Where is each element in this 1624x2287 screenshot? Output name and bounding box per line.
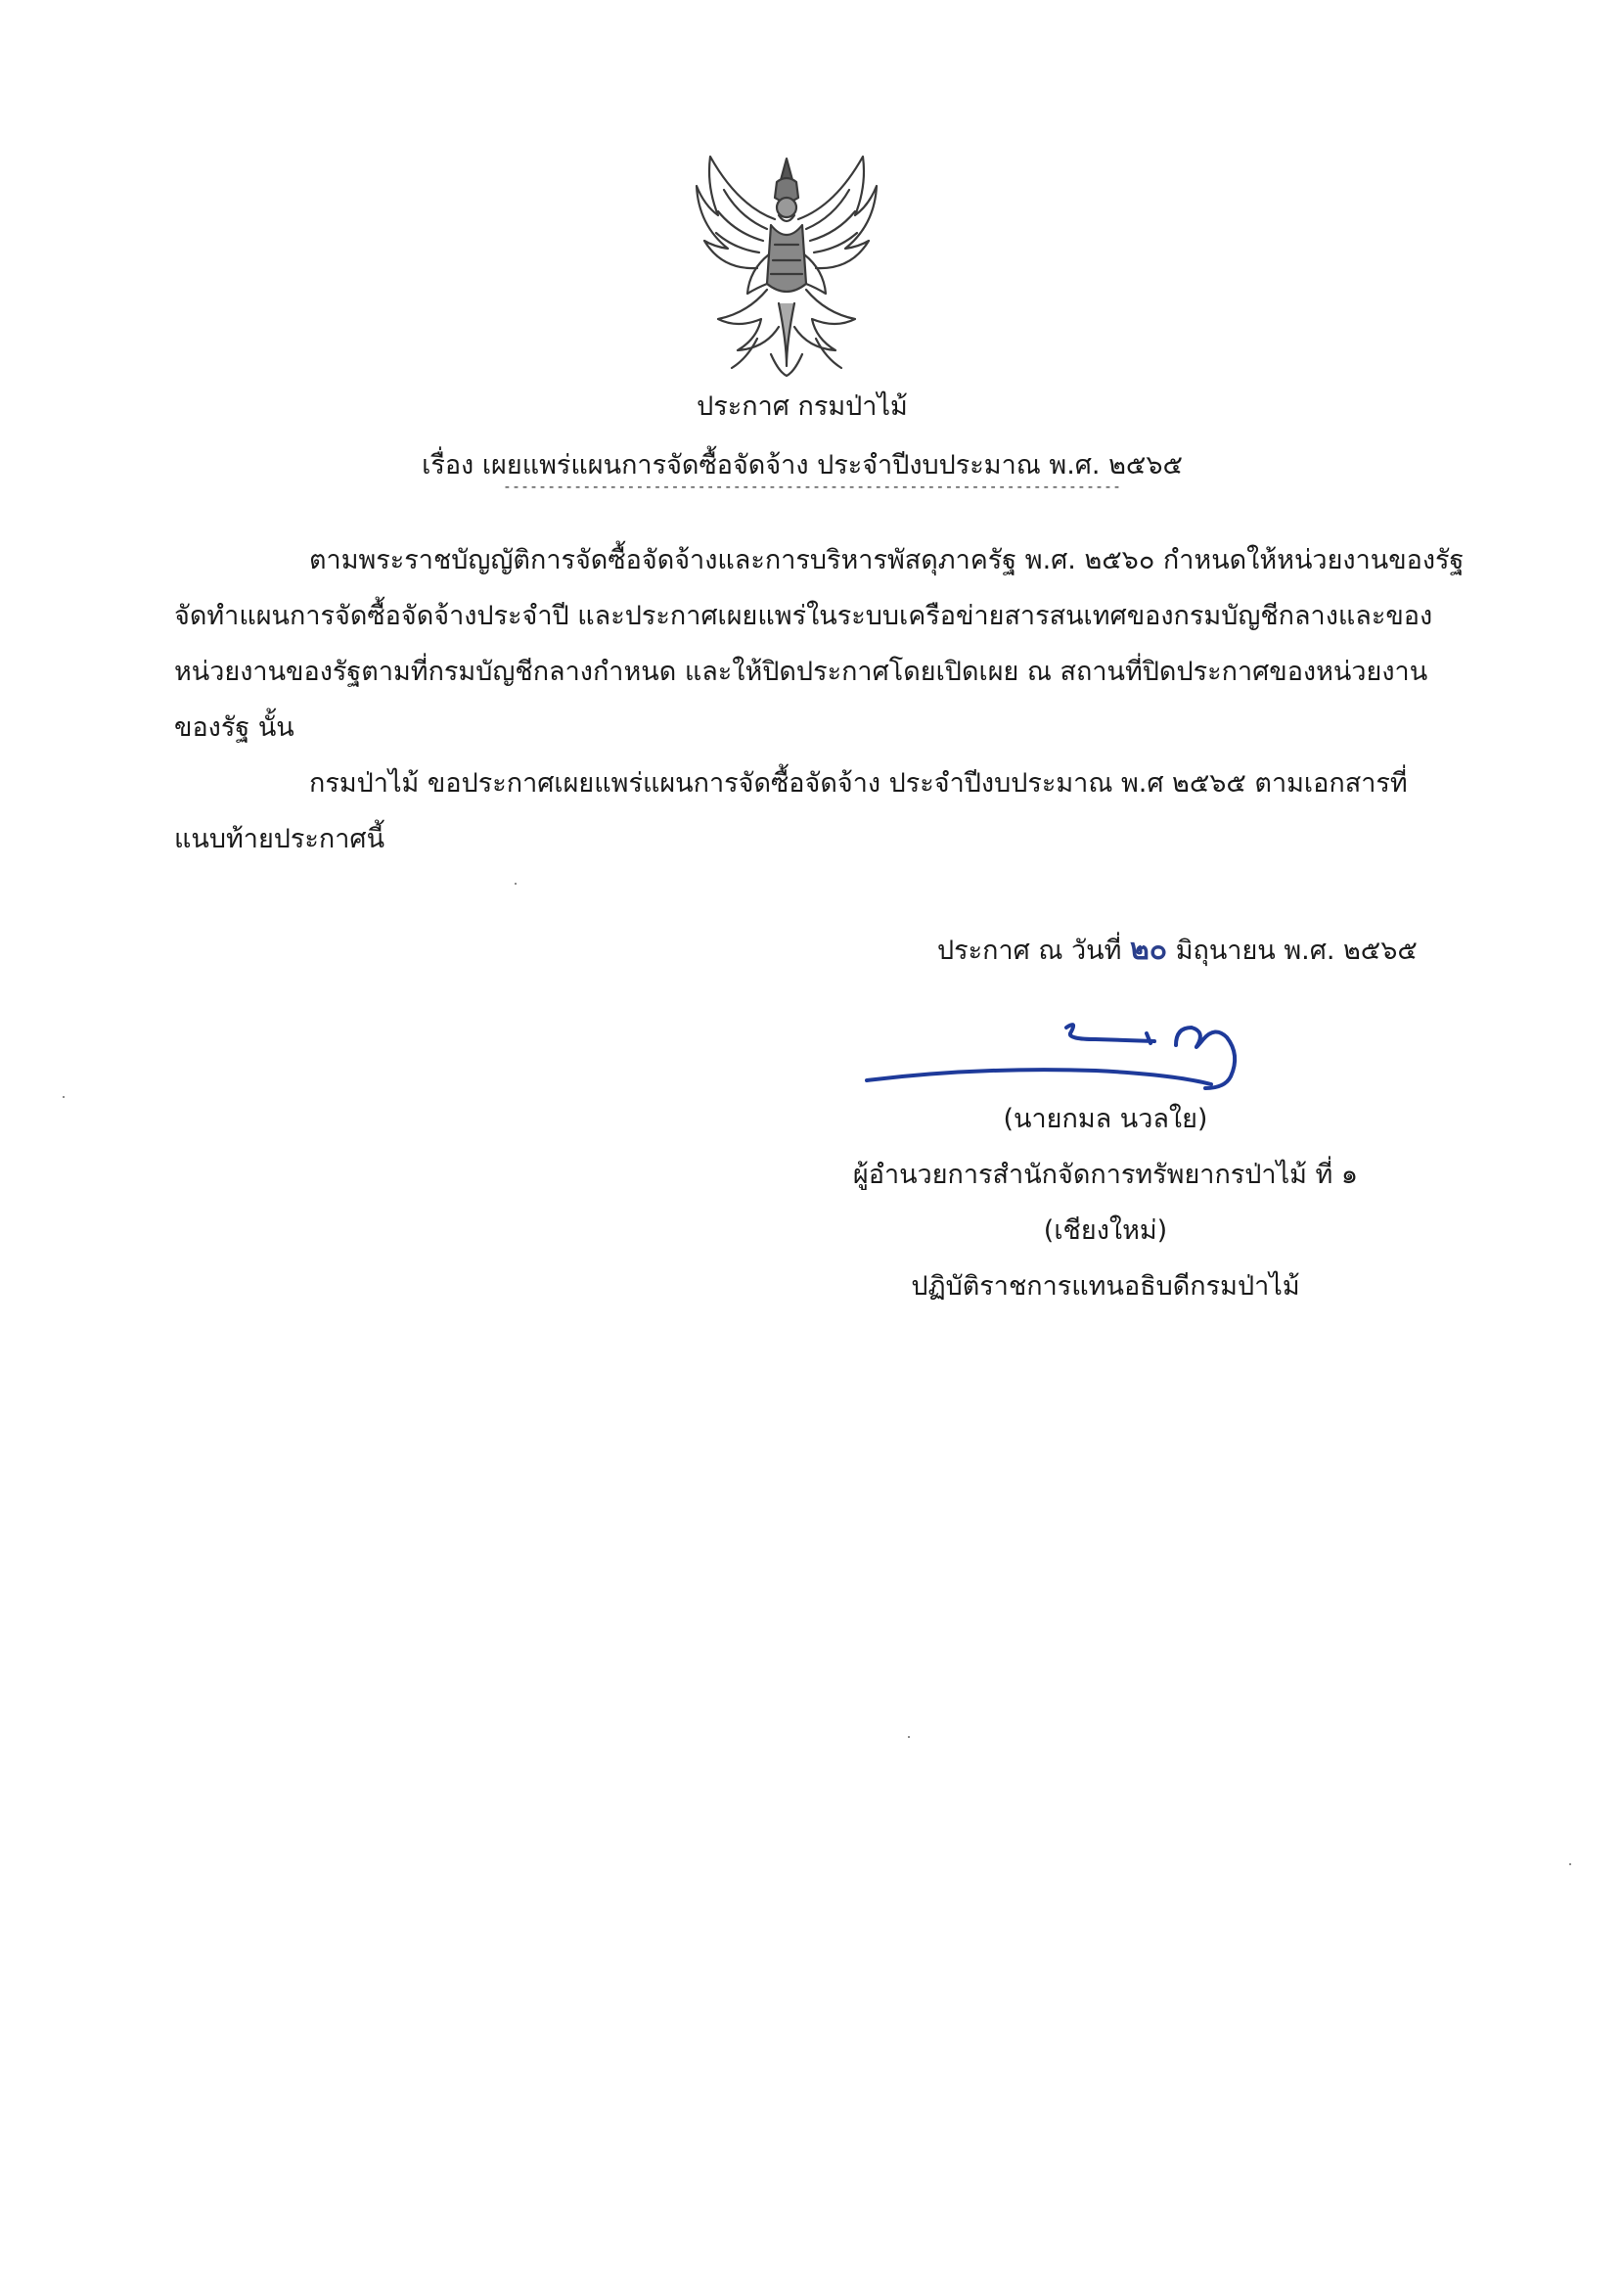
announcement-date (937, 933, 1418, 969)
announcement-title: ประกาศ กรมป่าไม้ (697, 391, 908, 422)
title-separator: ---------------------------------------------------------------------- (502, 478, 1122, 495)
body-paragraph-2-line: กรมป่าไม้ ขอประกาศเผยแพร่แผนการจัดซื้อจัดจ้าง ประจำปีงบประมาณ พ.ศ ๒๕๖๕ ตามเอกสารที่ (309, 768, 1408, 799)
announcement-subject: เรื่อง เผยแพร่แผนการจัดซื้อจัดจ้าง ประจำปีงบประมาณ พ.ศ. ๒๕๖๕ (422, 450, 1183, 480)
signatory-position: ผู้อำนวยการสำนักจัดการทรัพยากรป่าไม้ ที่ ๑ (852, 1160, 1359, 1190)
body-paragraph-1-line: จัดทำแผนการจัดซื้อจัดจ้างประจำปี และประกาศเผยแพร่ในระบบเครือข่ายสารสนเทศของกรมบัญชีกลางและของ (174, 601, 1433, 631)
body-paragraph-2-line: แนบท้ายประกาศนี้ (174, 824, 385, 854)
handwritten-signature-icon (861, 998, 1291, 1096)
date-prefix: ประกาศ ณ วันที่ (937, 936, 1122, 966)
signatory-office: (เชียงใหม่) (1043, 1215, 1168, 1246)
signatory-acting-role: ปฏิบัติราชการแทนอธิบดีกรมป่าไม้ (911, 1271, 1300, 1302)
body-paragraph-1-line: ของรัฐ นั้น (174, 712, 294, 743)
scan-speck (1569, 1863, 1571, 1865)
garuda-emblem-icon (689, 147, 884, 382)
body-paragraph-1-line: หน่วยงานของรัฐตามที่กรมบัญชีกลางกำหนด และให้ปิดประกาศโดยเปิดเผย ณ สถานที่ปิดประกาศของหน่วยงาน (174, 657, 1428, 687)
scan-speck (515, 883, 517, 885)
signatory-name: (นายกมล นวลใย) (1003, 1104, 1208, 1134)
scan-speck (63, 1096, 65, 1098)
date-suffix: มิถุนายน พ.ศ. ๒๕๖๕ (1175, 936, 1418, 966)
scan-speck (908, 1736, 910, 1738)
date-day: ๒๐ (1130, 933, 1168, 967)
body-paragraph-1-line: ตามพระราชบัญญัติการจัดซื้อจัดจ้างและการบริหารพัสดุภาครัฐ พ.ศ. ๒๕๖๐ กำหนดให้หน่วยงานของรัฐ (309, 545, 1465, 575)
